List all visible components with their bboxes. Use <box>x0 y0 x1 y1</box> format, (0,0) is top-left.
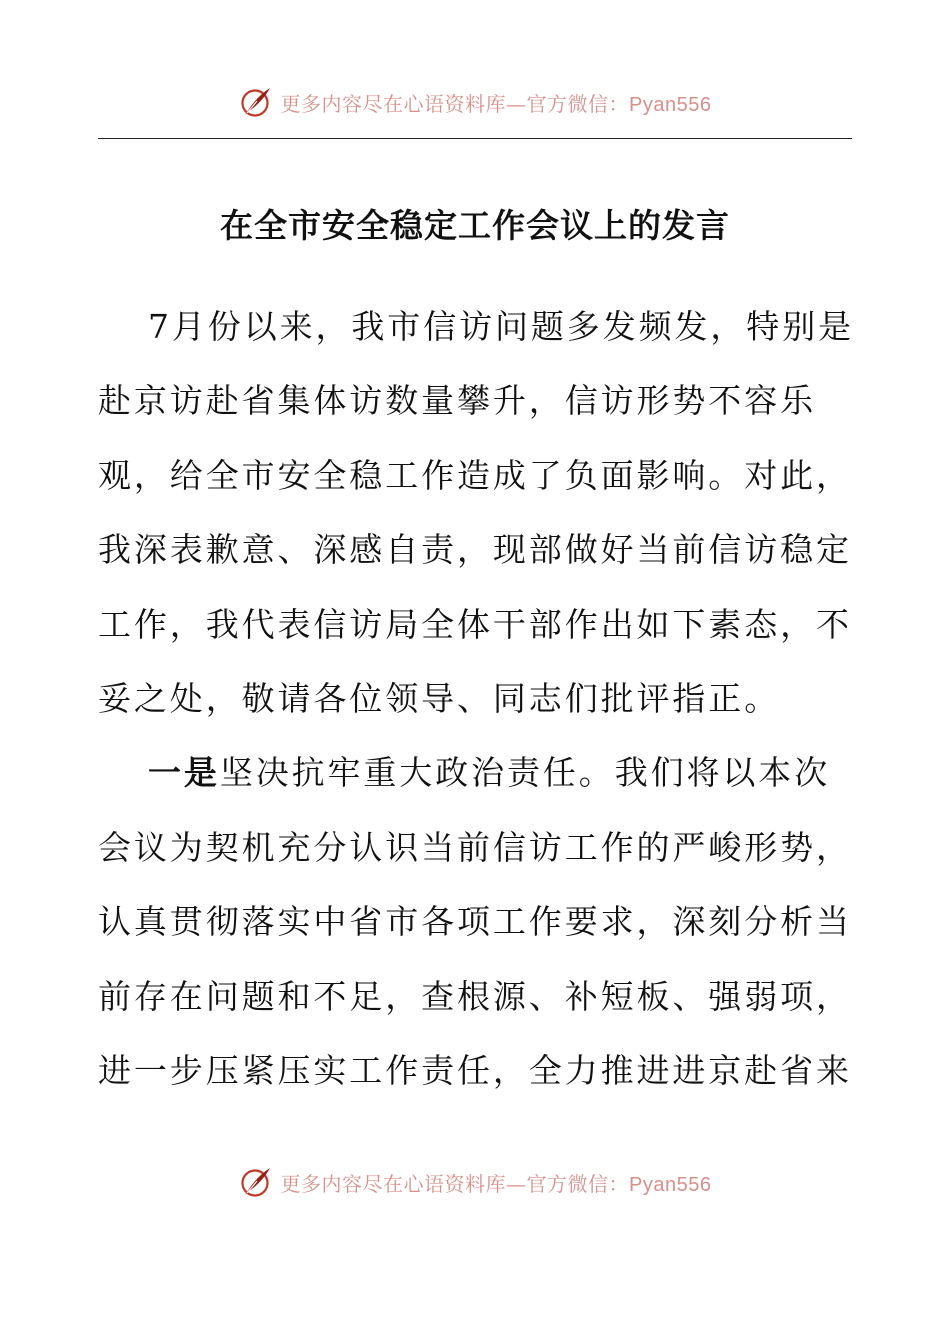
banner-slogan: 更多内容尽在心语资料库—官方微信： <box>280 91 630 116</box>
banner-slogan: 更多内容尽在心语资料库—官方微信： <box>280 1171 630 1196</box>
document-body <box>98 290 858 1108</box>
quill-pen-circle-icon <box>239 85 273 119</box>
quill-pen-circle-icon <box>239 1165 273 1199</box>
header-banner <box>0 82 950 122</box>
document-title: 在全市安全稳定工作会议上的发言 <box>220 206 730 245</box>
banner-text <box>281 1168 712 1197</box>
banner-wechat-id: Pyan556 <box>629 93 712 116</box>
header-divider <box>98 138 852 139</box>
paragraph-point-one <box>98 736 858 1108</box>
paragraph-intro <box>98 290 858 736</box>
banner-text <box>281 88 712 117</box>
paragraph-point-one-lead: 一是 <box>148 753 220 793</box>
paragraph-point-one-text: 坚决抗牢重大政治责任。我们将以本次会议为契机充分认识当前信访工作的严峻形势，认真贯彻落实中省市各项工作要求，深刻分析当前存在问题和不足，查根源、补短板、强弱项，进一步压紧压实工作责任，全力推进进京赴省来 <box>98 753 852 1091</box>
paragraph-intro-text: 7月份以来，我市信访问题多发频发，特别是赴京访赴省集体访数量攀升，信访形势不容乐观，给全市安全稳工作造成了负面影响。对此，我深表歉意、深感自责，现部做好当前信访稳定工作，我代表信访局全体干部作出如下素态，不妥之处，敬请各位领导、同志们批评指正。 <box>98 307 854 719</box>
banner-wechat-id: Pyan556 <box>629 1173 712 1196</box>
footer-banner <box>0 1162 950 1202</box>
